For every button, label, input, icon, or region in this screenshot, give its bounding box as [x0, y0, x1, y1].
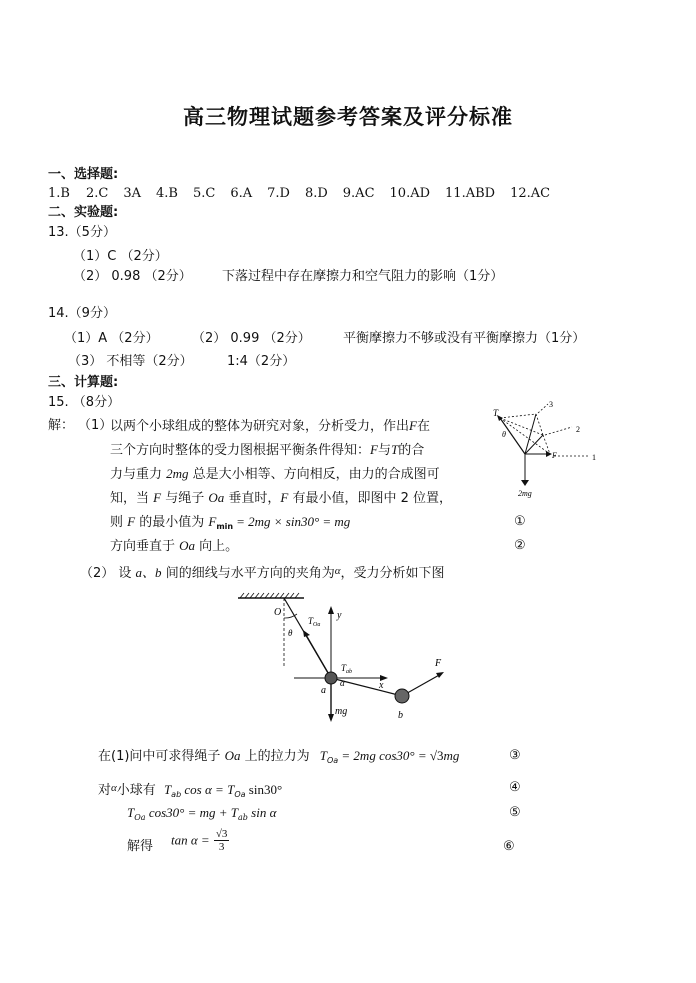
fig1-gravity-arrowhead	[521, 480, 529, 486]
eq5-mid: cos30° = mg +	[145, 805, 231, 820]
eq4-T1-sub: ab	[171, 790, 182, 799]
q13-line2b: 下落过程中存在摩擦力和空气阻力的影响（1分）	[222, 269, 504, 284]
eq3-sqrt: √3	[429, 748, 444, 763]
fig2-label-x: x	[379, 680, 384, 691]
q15-p1-l2b: 与	[377, 443, 391, 458]
eq4-pre: 对	[98, 783, 112, 798]
q14-line2a: （3） 不相等（2分）	[68, 354, 193, 369]
q15-p1-l5-F: F	[127, 514, 136, 529]
q15-p1-l4-F: F	[153, 490, 162, 505]
q15-p1-l2a: 三个方向时整体的受力图根据平衡条件得知：	[110, 443, 371, 458]
fig1-label-theta: θ	[502, 430, 506, 439]
q15-p1-l3a: 力与重力	[110, 467, 167, 482]
fig1-label-3: 3	[549, 400, 553, 409]
eq3-pre: 在(1)问中可求得绳子	[98, 749, 225, 764]
eq6-denominator: 3	[218, 841, 225, 853]
q14-line1c: 平衡摩擦力不够或没有平衡摩擦力（1分）	[343, 331, 586, 346]
fig2-label-O: O	[274, 607, 282, 618]
eq5-T-sub: Oa	[134, 813, 146, 822]
q15-p2-l1-alpha: α	[334, 565, 341, 577]
mark-3: ③	[509, 748, 521, 763]
eq5-T2: T	[230, 805, 239, 820]
fig2-y-arrowhead	[328, 606, 334, 614]
eq6-pre: 解得	[127, 839, 154, 854]
eq4-line	[98, 779, 282, 804]
page-title: 高三物理试题参考答案及评分标准	[183, 105, 513, 129]
fig1-label-F: F	[552, 451, 557, 460]
fig2-ball-a	[325, 672, 337, 684]
choice-answer: 9.AC	[342, 186, 375, 201]
eq5-T2-sub: ab	[238, 813, 248, 822]
fig2-label-b: b	[398, 710, 403, 721]
q15-p1-l4-Oa: Oa	[208, 490, 225, 505]
eq4-T2-sub: Oa	[234, 790, 246, 799]
eq6-fraction	[214, 828, 230, 853]
q15-p2-l1b: 间的细线与水平方向的夹角为	[161, 566, 335, 581]
fig1-guide-3	[538, 404, 548, 413]
q15-p1-l2-F: F	[370, 442, 378, 457]
q15-p1-l5b: 的最小值为	[135, 515, 209, 530]
q15-p1-line5	[110, 513, 350, 536]
choice-answer: 12.AC	[510, 186, 551, 201]
choice-answer: 11.ABD	[445, 186, 496, 201]
q15-p1-l2c: 的合	[398, 443, 425, 458]
q15-jie: 解：	[48, 418, 75, 433]
q15-p1-l4-F2: F	[280, 490, 289, 505]
q15-p1-l4b: 与绳子	[161, 491, 209, 506]
choice-answer: 1.B	[48, 186, 70, 201]
fig2-gravity-arrowhead	[328, 714, 334, 722]
q15-p1-l3-mg: 2mg	[166, 466, 189, 481]
fig2-label-T-ab: $T_{ab}$	[341, 663, 353, 675]
q15-part1-num: （1）	[78, 418, 113, 433]
q15-p1-line6	[110, 537, 238, 556]
fig2-force-F-arrowhead	[436, 672, 444, 678]
fig2-label-alpha: α	[340, 678, 345, 688]
q15-p1-l6b: 向上。	[195, 539, 239, 554]
fig2-label-theta: θ	[288, 628, 293, 638]
choice-answer: 7.D	[267, 186, 290, 201]
q14-line1b: （2） 0.99 （2分）	[192, 331, 311, 346]
fig2-label-mg: mg	[335, 706, 348, 717]
ball-force-figure	[232, 590, 462, 728]
eq4-alpha: α	[111, 782, 117, 794]
q15-p1-l4a: 知，当	[110, 491, 154, 506]
q15-p1-l5-eq: = 2mg × sin30° = mg	[236, 514, 351, 529]
section-heading-experiment: 二、实验题:	[48, 205, 119, 220]
choice-answer: 3A	[123, 186, 141, 201]
fig2-ball-b	[395, 689, 409, 703]
q14-label: 14.（9分）	[48, 306, 116, 321]
q15-label: 15. （8分）	[48, 395, 121, 410]
q15-p1-l1-text: 以两个小球组成的整体为研究对象，分析受力，作出	[110, 419, 410, 434]
eq3-Oa: Oa	[224, 748, 241, 763]
fig2-label-a: a	[321, 685, 326, 696]
eq5-line	[127, 804, 276, 827]
section-heading-calc: 三、计算题:	[48, 375, 119, 390]
q15-p1-line1	[110, 417, 430, 436]
q15-p1-l1-tail: 在	[416, 419, 430, 434]
eq4-tail: sin30°	[245, 782, 283, 797]
q14-line1a: （1）A （2分）	[64, 331, 159, 346]
choice-answer-list	[48, 186, 565, 201]
eq4-T1: T	[163, 782, 172, 797]
eq6-numerator: √3	[215, 828, 228, 840]
eq6-lhs: tan α =	[171, 832, 210, 848]
q15-p1-line2	[110, 441, 424, 460]
q15-p1-l2-T: T	[390, 442, 399, 457]
eq3-tail: mg	[443, 748, 460, 763]
q15-p2-l1a: （2） 设	[80, 566, 136, 581]
q15-p1-l5a: 则	[110, 515, 128, 530]
eq4-mid: 小球有	[116, 783, 160, 798]
q15-p1-l1-F: F	[409, 418, 417, 433]
fig1-guide-2	[545, 427, 572, 435]
fig2-label-F: F	[435, 658, 442, 669]
eq3-T: T	[319, 748, 327, 763]
q15-p1-l4d: 有最小值，即图中 2 位置，	[288, 491, 453, 506]
eq3-eq: = 2mg cos30° =	[338, 748, 430, 763]
fig2-ceiling-hatch	[240, 593, 299, 598]
choice-answer: 6.A	[230, 186, 253, 201]
q15-p2-l1-ab: a、b	[135, 565, 162, 580]
q13-label: 13.（5分）	[48, 225, 116, 240]
fig2-tension-Oa-arrow	[306, 635, 331, 678]
fig2-tension-Oa-arrowhead	[303, 630, 310, 637]
mark-2: ②	[514, 538, 526, 553]
q15-p2-l1c: ，受力分析如下图	[340, 566, 445, 581]
fig1-dash-5	[536, 414, 543, 435]
q15-p1-l5-min: min	[216, 522, 234, 531]
section-heading-choice: 一、选择题:	[48, 167, 119, 182]
eq3-T-sub: Oa	[326, 756, 339, 765]
q15-p1-line4	[110, 489, 452, 508]
choice-answers-row	[48, 185, 565, 203]
q14-line2b: 1:4（2分）	[227, 354, 296, 369]
choice-answer: 4.B	[156, 186, 178, 201]
q15-part2-line	[80, 562, 445, 583]
mark-1: ①	[514, 514, 526, 529]
fig1-label-mg: 2mg	[518, 489, 532, 498]
q15-p1-l6a: 方向垂直于	[110, 539, 180, 554]
choice-answer: 2.C	[85, 186, 109, 201]
choice-answer: 5.C	[192, 186, 216, 201]
fig1-dash-3	[500, 414, 536, 418]
choice-answer: 10.AD	[389, 186, 431, 201]
q15-p1-l6-Oa: Oa	[179, 538, 196, 553]
eq5-tail: sin α	[247, 805, 277, 820]
mark-5: ⑤	[509, 805, 521, 820]
mark-6: ⑥	[503, 839, 515, 854]
eq4-mid2: cos α =	[181, 782, 228, 797]
fig2-label-T-Oa: $T_{Oa}$	[308, 616, 321, 628]
q15-p1-l5-Fmin: F	[208, 514, 217, 529]
fig1-label-T: T	[493, 408, 499, 418]
q13-line1: （1）C （2分）	[73, 249, 168, 264]
eq6-expression	[171, 828, 229, 853]
mark-4: ④	[509, 780, 521, 795]
eq5-T: T	[127, 805, 135, 820]
fig2-label-y: y	[337, 610, 342, 621]
fig1-label-2: 2	[576, 425, 580, 434]
choice-answer: 8.D	[304, 186, 328, 201]
q13-line2a: （2） 0.98 （2分）	[73, 269, 192, 284]
eq4-T2: T	[227, 782, 235, 797]
force-triangle-figure	[488, 396, 598, 500]
fig1-label-1: 1	[592, 453, 596, 462]
q15-p1-l3b: 总是大小相等、方向相反，由力的合成图可	[188, 467, 440, 482]
eq3-mid: 上的拉力为	[240, 749, 314, 764]
q15-p1-l4c: 垂直时，	[224, 491, 281, 506]
eq3-line	[98, 747, 459, 770]
q15-p1-line3	[110, 465, 440, 484]
